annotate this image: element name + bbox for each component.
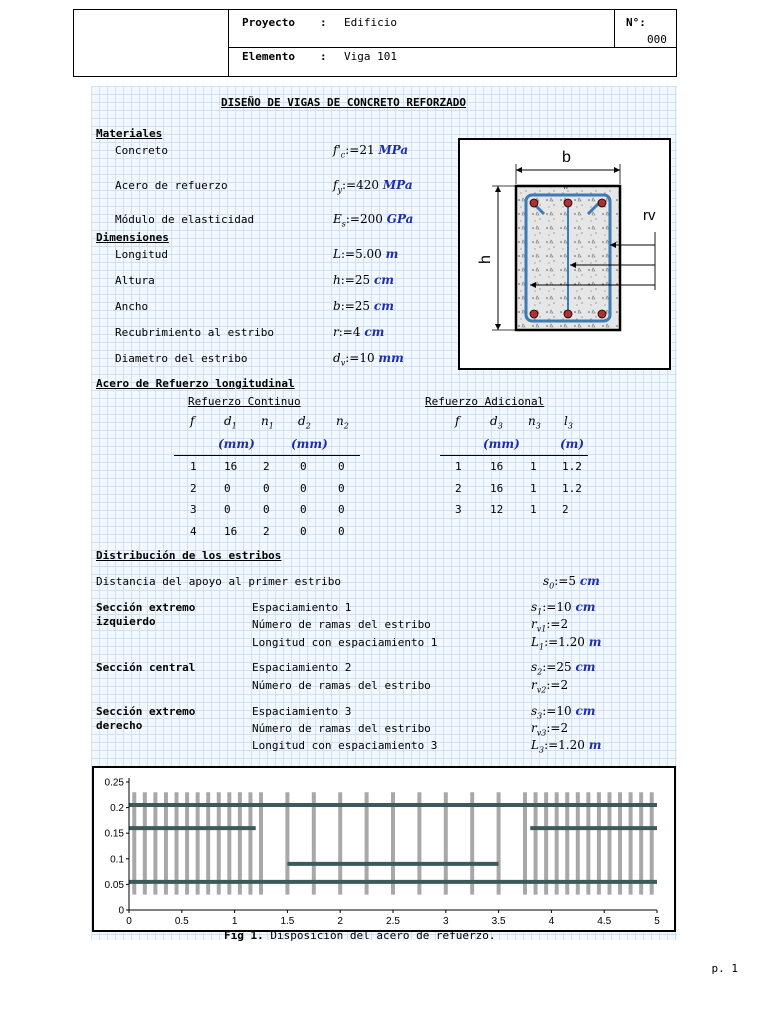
table-cell: 2	[455, 482, 462, 495]
material-formula: $f_y:=420$ MPa	[333, 178, 413, 195]
y-tick-label: 0.1	[110, 854, 124, 866]
x-tick-label: 3	[443, 916, 449, 927]
width-label: b	[562, 149, 571, 166]
section-name: Sección extremo	[96, 705, 196, 718]
table-cell: 0	[224, 503, 231, 516]
reinforcement-chart	[92, 766, 676, 932]
stirrup-label: Número de ramas del estribo	[252, 618, 431, 631]
table-cell: 2	[263, 460, 270, 473]
col-header: f	[190, 414, 195, 428]
section-name: Sección extremo	[96, 601, 196, 614]
dimension-formula: b:=25 cm	[333, 299, 394, 313]
table-cell: 0	[263, 503, 270, 516]
height-label: h	[477, 255, 494, 264]
first-stirrup-label: Distancia del apoyo al primer estribo	[96, 575, 342, 588]
y-tick-label: 0.05	[104, 879, 124, 891]
stirrup-label: Espaciamiento 2	[252, 661, 352, 674]
y-tick-label: 0.25	[104, 777, 124, 789]
x-tick-label: 2.5	[386, 916, 400, 927]
x-tick-label: 3.5	[491, 916, 506, 927]
x-tick-label: 2	[337, 916, 343, 927]
stirrup-formula: $r_{v3}:=2$	[531, 721, 569, 738]
x-tick-label: 0.5	[174, 916, 189, 927]
table-cell: 12	[490, 503, 504, 516]
material-label: Módulo de elasticidad	[115, 213, 255, 226]
material-label: Acero de refuerzo	[115, 179, 228, 192]
materiales-heading: Materiales	[96, 127, 163, 140]
x-tick-label: 5	[654, 916, 660, 927]
col-header: $n_1$	[261, 414, 274, 431]
stirrup-formula: $L_3:=1.20$ m	[531, 738, 602, 755]
col-header: $l_3$	[564, 414, 573, 431]
table-cell: 0	[338, 460, 345, 473]
page-title: DISEÑO DE VIGAS DE CONCRETO REFORZADO	[221, 96, 467, 109]
table-cell: 2	[263, 525, 270, 538]
table-cell: 1	[530, 460, 537, 473]
table-cell: 1	[455, 460, 462, 473]
col-header: $d_3$	[490, 414, 503, 431]
figure-caption: Fig 1. Disposición del acero de refuerzo.	[224, 929, 496, 942]
section-name-2: izquierdo	[96, 615, 156, 628]
cross-section-drawing	[460, 140, 669, 368]
stirrup-label: Espaciamiento 3	[252, 705, 352, 718]
section-name: Sección central	[96, 661, 196, 674]
x-tick-label: 4	[548, 916, 555, 927]
table-cell: 16	[224, 460, 238, 473]
page-number: p. 1	[711, 962, 738, 975]
x-tick-label: 4.5	[597, 916, 612, 927]
col-unit: (mm)	[483, 437, 520, 451]
x-tick-label: 0	[126, 916, 132, 927]
table-cell: 3	[190, 503, 197, 516]
table-cell: 0	[338, 525, 345, 538]
y-tick-label: 0.15	[104, 828, 124, 840]
table-cell: 1.2	[562, 482, 582, 495]
stirrup-label: Espaciamiento 1	[252, 601, 352, 614]
project-label: Proyecto	[242, 16, 295, 29]
col-header: $n_3$	[528, 414, 541, 431]
y-tick-label: 0	[118, 905, 124, 917]
dimensiones-heading: Dimensiones	[96, 231, 169, 244]
table-cell: 1	[530, 482, 537, 495]
col-unit: (m)	[560, 437, 585, 451]
stirrup-label: Longitud con espaciamiento 3	[252, 739, 438, 752]
stirrup-formula: $r_{v1}:=2$	[531, 617, 569, 634]
dimension-formula: $d_v:=10$ mm	[333, 351, 404, 368]
element-label: Elemento	[242, 50, 295, 63]
table-cell: 0	[300, 525, 307, 538]
reinforcement-chart-svg	[94, 768, 674, 930]
section-name-2: derecho	[96, 719, 143, 732]
table-cell: 0	[300, 482, 307, 495]
dimension-label: Altura	[115, 274, 155, 287]
x-tick-label: 1	[231, 916, 238, 927]
dimension-formula: h:=25 cm	[333, 273, 394, 287]
table-cell: 16	[224, 525, 238, 538]
x-tick-label: 1.5	[280, 916, 295, 927]
dimension-label: Longitud	[115, 248, 168, 261]
continuous-title: Refuerzo Continuo	[188, 395, 301, 408]
table-cell: 0	[224, 482, 231, 495]
col-header: f	[455, 414, 460, 428]
table-cell: 1.2	[562, 460, 582, 473]
table-cell: 0	[338, 482, 345, 495]
number-value: 000	[647, 33, 667, 46]
document-header	[73, 9, 677, 77]
estribos-heading: Distribución de los estribos	[96, 549, 282, 562]
stirrup-label: Número de ramas del estribo	[252, 722, 431, 735]
dimension-formula: L:=5.00 m	[333, 247, 399, 261]
col-header: $n_2$	[336, 414, 349, 431]
y-tick-label: 0.2	[110, 803, 124, 815]
table-cell: 0	[263, 482, 270, 495]
dimension-label: Recubrimiento al estribo	[115, 326, 274, 339]
element-value: Viga 101	[344, 50, 397, 63]
dimension-label: Diametro del estribo	[115, 352, 248, 365]
number-label: N°:	[626, 16, 646, 29]
beam-cross-section-figure	[458, 138, 671, 370]
col-header: $d_1$	[224, 414, 237, 431]
dimension-label: Ancho	[115, 300, 149, 313]
material-formula: $E_s:=200$ GPa	[333, 212, 414, 229]
material-formula: $f'_c:=21$ MPa	[333, 143, 409, 160]
table-cell: 2	[562, 503, 569, 516]
stirrup-label: Número de ramas del estribo	[252, 679, 431, 692]
stirrup-formula: $s_1:=10$ cm	[531, 600, 596, 617]
table-cell: 16	[490, 460, 504, 473]
col-unit: (mm)	[218, 437, 255, 451]
stirrup-formula: $s_2:=25$ cm	[531, 660, 596, 677]
table-cell: 0	[300, 503, 307, 516]
stirrup-formula: $s_3:=10$ cm	[531, 704, 596, 721]
project-sep: :	[320, 16, 327, 29]
rv-label: rv	[643, 207, 656, 224]
project-value: Edificio	[344, 16, 397, 29]
col-header: $d_2$	[298, 414, 311, 431]
table-cell: 0	[300, 460, 307, 473]
stirrup-formula: $L_1:=1.20$ m	[531, 635, 602, 652]
table-cell: 1	[530, 503, 537, 516]
first-stirrup-formula: $s_0:=5$ cm	[543, 574, 600, 591]
col-unit: (mm)	[291, 437, 328, 451]
dimension-formula: r:=4 cm	[333, 325, 385, 339]
table-cell: 16	[490, 482, 504, 495]
material-label: Concreto	[115, 144, 168, 157]
additional-title: Refuerzo Adicional	[425, 395, 545, 408]
stirrup-formula: $r_{v2}:=2$	[531, 678, 569, 695]
stirrup-label: Longitud con espaciamiento 1	[252, 636, 438, 649]
table-cell: 1	[190, 460, 197, 473]
nx-label: n	[564, 184, 568, 191]
table-cell: 4	[190, 525, 197, 538]
table-cell: 3	[455, 503, 462, 516]
element-sep: :	[320, 50, 327, 63]
table-cell: 0	[338, 503, 345, 516]
longitudinal-heading: Acero de Refuerzo longitudinal	[96, 377, 295, 390]
table-cell: 2	[190, 482, 197, 495]
